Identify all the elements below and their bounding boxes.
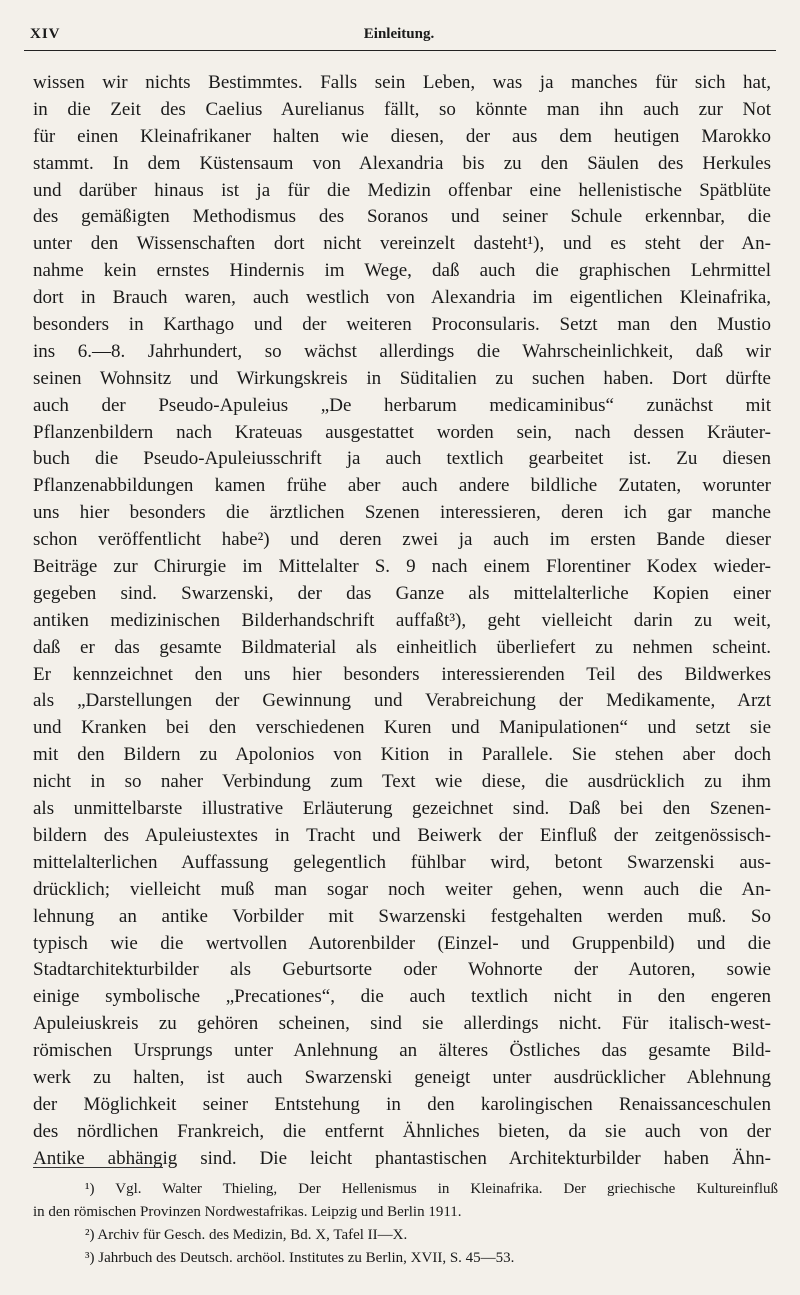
body-line: für einen Kleinafrikaner halten wie diesen, der aus dem heutigen Marokko xyxy=(33,125,771,147)
body-line: wissen wir nichts Bestimmtes. Falls sein Leben, was ja manches für sich hat, xyxy=(33,72,771,93)
body-line: des nördlichen Frankreich, die entfernt Ähnliches bieten, da sie auch von der xyxy=(33,1120,771,1142)
body-line: Antike abhängig sind. Die leicht phantastischen Architekturbilder haben Ähn- xyxy=(33,1147,771,1169)
footnote-2: ²) Archiv für Gesch. des Medizin, Bd. X, Tafel II—X. xyxy=(85,1227,408,1243)
body-line: nahme kein ernstes Hindernis im Wege, daß auch die graphischen Lehrmittel xyxy=(33,260,771,282)
body-line: mittelalterlichen Auffassung gelegentlich fühlbar wird, betont Swarzenski aus- xyxy=(33,851,771,873)
body-line: Stadtarchitekturbilder als Geburtsorte oder Wohnorte der Autoren, sowie xyxy=(33,959,771,981)
body-line: daß er das gesamte Bildmaterial als einheitlich überliefert zu nehmen scheint. xyxy=(33,636,771,658)
body-line: werk zu halten, ist auch Swarzenski geneigt unter ausdrücklicher Ablehnung xyxy=(33,1066,771,1088)
footnote-3: ³) Jahrbuch des Deutsch. archöol. Institutes zu Berlin, XVII, S. 45—53. xyxy=(85,1250,515,1266)
body-line: auch der Pseudo-Apuleius „De herbarum medicaminibus“ zunächst mit xyxy=(33,394,771,416)
body-line: drücklich; vielleicht muß man sogar noch weiter gehen, wenn auch die An- xyxy=(33,878,771,900)
page-number: XIV xyxy=(30,26,61,42)
body-line: gegeben sind. Swarzenski, der das Ganze als mittelalterliche Kopien einer xyxy=(33,582,771,604)
body-line: seinen Wohnsitz und Wirkungskreis in Süditalien zu suchen haben. Dort dürfte xyxy=(33,367,771,389)
body-line: einige symbolische „Precationes“, die auch textlich nicht in den engeren xyxy=(33,986,771,1008)
body-line: und Kranken bei den verschiedenen Kuren und Manipulationen“ und setzt sie xyxy=(33,717,771,739)
body-line: bildern des Apuleiustextes in Tracht und Beiwerk der Einfluß der zeitgenössisch- xyxy=(33,824,771,846)
body-line: antiken medizinischen Bilderhandschrift auffaßt³), geht vielleicht darin zu weit, xyxy=(33,609,771,631)
body-line: Apuleiuskreis zu gehören scheinen, sind sie allerdings nicht. Für italisch-west- xyxy=(33,1013,771,1035)
header-rule xyxy=(24,50,776,51)
body-line: in die Zeit des Caelius Aurelianus fällt, so könnte man ihn auch zur Not xyxy=(33,98,771,120)
running-title: Einleitung. xyxy=(363,26,435,42)
body-line: ins 6.—8. Jahrhundert, so wächst allerdings die Wahrscheinlichkeit, daß wir xyxy=(33,340,771,362)
body-line: mit den Bildern zu Apolonios von Kition in Parallele. Sie stehen aber doch xyxy=(33,744,771,766)
body-line: der Möglichkeit seiner Entstehung in den karolingischen Renaissanceschulen xyxy=(33,1093,771,1115)
footnote-1-line-1: ¹) Vgl. Walter Thieling, Der Hellenismus in Kleinafrika. Der griechische Kultureinfluß xyxy=(85,1181,778,1197)
body-line: unter den Wissenschaften dort nicht vereinzelt dasteht¹), und es steht der An- xyxy=(33,233,771,255)
body-line: uns hier besonders die ärztlichen Szenen interessieren, deren ich gar manche xyxy=(33,502,771,524)
body-line: Beiträge zur Chirurgie im Mittelalter S. 9 nach einem Florentiner Kodex wieder- xyxy=(33,556,771,578)
footnotes xyxy=(33,1178,778,1270)
body-line: und darüber hinaus ist ja für die Medizin offenbar eine hellenistische Spätblüte xyxy=(33,179,771,201)
body-line: des gemäßigten Methodismus des Soranos und seiner Schule erkennbar, die xyxy=(33,206,771,228)
body-line: buch die Pseudo-Apuleiusschrift ja auch textlich gearbeitet ist. Zu diesen xyxy=(33,448,771,470)
body-line: dort in Brauch waren, auch westlich von Alexandria im eigentlichen Kleinafrika, xyxy=(33,287,771,309)
body-line: Er kennzeichnet den uns hier besonders interessierenden Teil des Bildwerkes xyxy=(33,663,771,685)
body-line: nicht in so naher Verbindung zum Text wie diese, die ausdrücklich zu ihm xyxy=(33,771,771,793)
body-line: typisch wie die wertvollen Autorenbilder (Einzel- und Gruppenbild) und die xyxy=(33,932,771,954)
body-line: als „Darstellungen der Gewinnung und Verabreichung der Medikamente, Arzt xyxy=(33,690,771,712)
body-line: Pflanzenabbildungen kamen frühe aber auch andere bildliche Zutaten, worunter xyxy=(33,475,771,497)
footnote-1-line-2: in den römischen Provinzen Nordwestafrikas. Leipzig und Berlin 1911. xyxy=(33,1204,462,1220)
body-line: römischen Ursprungs unter Anlehnung an älteres Östliches das gesamte Bild- xyxy=(33,1040,771,1062)
body-line: stammt. In dem Küstensaum von Alexandria bis zu den Säulen des Herkules xyxy=(33,152,771,174)
body-text xyxy=(33,70,771,1173)
footnote-rule xyxy=(33,1167,163,1168)
body-line: schon veröffentlicht habe²) und deren zwei ja auch im ersten Bande dieser xyxy=(33,529,771,551)
body-line: lehnung an antike Vorbilder mit Swarzenski festgehalten werden muß. So xyxy=(33,905,771,927)
body-line: Pflanzenbildern nach Krateuas ausgestattet worden sein, nach dessen Kräuter- xyxy=(33,421,771,443)
body-line: als unmittelbarste illustrative Erläuterung gezeichnet sind. Daß bei den Szenen- xyxy=(33,798,771,820)
page-header xyxy=(24,22,774,48)
body-line: besonders in Karthago und der weiteren Proconsularis. Setzt man den Mustio xyxy=(33,314,771,336)
